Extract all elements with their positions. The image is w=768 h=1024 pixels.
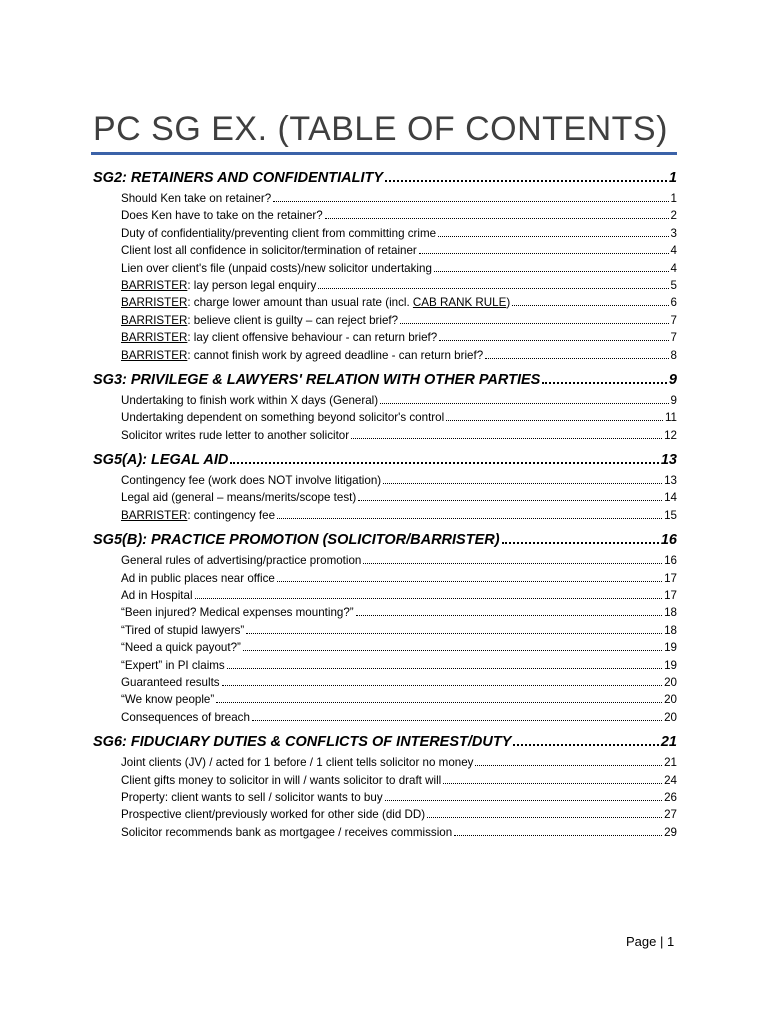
toc-entry-label (121, 774, 441, 787)
entry-page-number: 24 (664, 773, 677, 787)
entry-page-number: 15 (664, 508, 677, 522)
entry-page-number: 13 (664, 474, 677, 488)
entry-page-number: 6 (670, 296, 677, 310)
entry-page-number: 29 (664, 825, 677, 839)
cab-rank-rule-link[interactable]: CAB RANK RULE (412, 296, 507, 310)
dot-leader (318, 288, 668, 289)
toc-entry-text: “Tired of stupid lawyers” (121, 623, 245, 637)
entry-page-number: 18 (664, 606, 677, 620)
toc-entry[interactable] (93, 227, 677, 244)
toc-entry[interactable] (93, 394, 677, 411)
barrister-prefix: BARRISTER (121, 508, 188, 522)
toc-entry[interactable] (93, 411, 677, 428)
toc-entry[interactable] (93, 693, 677, 710)
toc-entry-label (121, 474, 381, 487)
dot-leader (439, 340, 668, 341)
toc-entry-text: Guaranteed results (121, 675, 220, 689)
entry-page-number: 5 (670, 278, 677, 292)
section-page-number: 1 (668, 170, 677, 186)
toc-entry[interactable] (93, 554, 677, 571)
toc-entry[interactable] (93, 474, 677, 491)
dot-leader (383, 483, 662, 484)
toc-section (93, 734, 677, 843)
dot-leader (542, 382, 667, 384)
entry-page-number: 4 (670, 244, 677, 258)
toc-entry[interactable] (93, 244, 677, 261)
entry-page-number: 7 (670, 313, 677, 327)
table-of-contents (93, 170, 677, 849)
dot-leader (443, 783, 662, 784)
dot-leader (195, 598, 663, 599)
title-underline (91, 152, 677, 155)
dot-leader (434, 271, 669, 272)
dot-leader (351, 438, 662, 439)
entry-page-number: 17 (664, 589, 677, 603)
toc-entry[interactable] (93, 808, 677, 825)
dot-leader (277, 581, 662, 582)
toc-entry-label (121, 244, 417, 257)
toc-section-heading[interactable] (93, 734, 677, 756)
entry-page-number: 20 (664, 693, 677, 707)
entry-page-number: 9 (670, 393, 677, 407)
document-title: PC SG EX. (TABLE OF CONTENTS) (93, 110, 668, 148)
dot-leader (427, 817, 662, 818)
toc-entry-text: Duty of confidentiality/preventing client from committing crime (121, 226, 437, 240)
entry-page-number: 19 (664, 641, 677, 655)
entry-page-number: 19 (664, 658, 677, 672)
entry-page-number: 16 (664, 554, 677, 568)
entry-page-number: 11 (664, 411, 677, 425)
section-heading-text: SG2: RETAINERS AND CONFIDENTIALITY (93, 170, 384, 186)
dot-leader (252, 720, 662, 721)
toc-entry[interactable] (93, 756, 677, 773)
barrister-prefix: BARRISTER (121, 313, 188, 327)
toc-entry-text: Consequences of breach (121, 710, 250, 724)
dot-leader (356, 615, 662, 616)
toc-entry-label (121, 411, 444, 424)
entry-page-number: 7 (670, 331, 677, 345)
toc-entry-text: General rules of advertising/practice promotion (121, 554, 362, 568)
toc-section-heading[interactable] (93, 170, 677, 192)
toc-entry-text: : lay client offensive behaviour - can return brief? (187, 331, 438, 345)
entry-page-number: 20 (664, 675, 677, 689)
toc-entry-text: Ad in public places near office (121, 571, 275, 585)
toc-entry-text: Undertaking to finish work within X days (General) (121, 393, 379, 407)
toc-section (93, 170, 677, 366)
section-page-number: 13 (660, 452, 677, 469)
toc-entry-label (121, 826, 452, 839)
section-page-number: 9 (668, 371, 677, 388)
toc-entry-text: Prospective client/previously worked for other side (did DD) (121, 808, 426, 822)
section-heading-text: SG5(B): PRACTICE PROMOTION (SOLICITOR/BARRISTER) (93, 532, 500, 549)
dot-leader (400, 323, 668, 324)
toc-entry-text: Solicitor writes rude letter to another solicitor (121, 428, 350, 442)
toc-entry-text: : lay person legal enquiry (187, 278, 317, 292)
toc-entry[interactable] (93, 659, 677, 676)
dot-leader (485, 358, 668, 359)
dot-leader (380, 403, 668, 404)
toc-entry-label (121, 756, 473, 769)
toc-section (93, 452, 677, 526)
dot-leader (277, 518, 662, 519)
toc-entry-label (121, 296, 510, 309)
toc-entry-label (121, 554, 361, 567)
toc-entry[interactable] (93, 509, 677, 526)
toc-entry[interactable] (93, 774, 677, 791)
entry-page-number: 21 (664, 756, 677, 770)
dot-leader (446, 420, 663, 421)
toc-entry-label (121, 693, 214, 706)
toc-entry-text: “Expert” in PI claims (121, 658, 225, 672)
toc-entry-label (121, 349, 483, 362)
toc-entry[interactable] (93, 826, 677, 843)
entry-page-number: 1 (670, 192, 677, 205)
entry-page-number: 3 (670, 226, 677, 240)
toc-section-heading[interactable] (93, 532, 677, 554)
toc-entry-label (121, 262, 432, 275)
toc-entry-label (121, 394, 378, 407)
toc-entry-label (121, 429, 349, 442)
section-page-number: 16 (660, 532, 677, 549)
entry-page-number: 18 (664, 623, 677, 637)
barrister-prefix: BARRISTER (121, 278, 188, 292)
toc-entry-text: “Been injured? Medical expenses mounting?” (121, 606, 354, 620)
toc-entry-label (121, 659, 225, 672)
toc-entry[interactable] (93, 279, 677, 296)
toc-entry[interactable] (93, 676, 677, 693)
toc-entry-label (121, 641, 241, 654)
toc-entry-text: Ad in Hospital (121, 589, 193, 603)
dot-leader (227, 668, 662, 669)
toc-entry[interactable] (93, 429, 677, 446)
toc-entry-label (121, 279, 316, 292)
dot-leader (454, 835, 662, 836)
toc-entry-text: Client lost all confidence in solicitor/termination of retainer (121, 244, 417, 258)
toc-section (93, 532, 677, 728)
dot-leader (512, 305, 668, 306)
toc-entry-text: Legal aid (general – means/merits/scope test) (121, 491, 357, 505)
toc-entry[interactable] (93, 641, 677, 658)
toc-entry-label (121, 209, 323, 222)
toc-entry-label (121, 572, 275, 585)
toc-entry-text: Solicitor recommends bank as mortgagee / receives commission (121, 825, 453, 839)
toc-entry-text: “Need a quick payout?” (121, 641, 241, 655)
toc-entry-text: Property: client wants to sell / solicitor wants to buy (121, 790, 383, 804)
toc-entry-text: : charge lower amount than usual rate (incl. (187, 296, 413, 310)
toc-section-heading[interactable] (93, 452, 677, 474)
toc-entry-text: Undertaking dependent on something beyond solicitor's control (121, 411, 445, 425)
barrister-prefix: BARRISTER (121, 348, 188, 362)
dot-leader (419, 253, 669, 254)
toc-entry-text: Contingency fee (work does NOT involve litigation) (121, 474, 382, 488)
dot-leader (438, 236, 668, 237)
entry-page-number: 20 (664, 710, 677, 724)
toc-entry-text: Lien over client's file (unpaid costs)/new solicitor undertaking (121, 261, 432, 275)
toc-entry-label (121, 676, 220, 689)
toc-entry-label (121, 808, 425, 821)
toc-entry-text: Does Ken have to take on the retainer? (121, 209, 323, 223)
dot-leader (385, 180, 667, 182)
toc-entry-suffix: ) (506, 296, 511, 310)
entry-page-number: 12 (664, 428, 677, 442)
toc-entry-text: : contingency fee (187, 508, 276, 522)
toc-entry-label (121, 711, 250, 724)
dot-leader (513, 744, 658, 746)
toc-entry-text: : cannot finish work by agreed deadline - can return brief? (187, 348, 484, 362)
toc-entry-label (121, 331, 437, 344)
barrister-prefix: BARRISTER (121, 296, 188, 310)
toc-entry[interactable] (93, 491, 677, 508)
toc-entry-label (121, 192, 271, 205)
toc-entry[interactable] (93, 711, 677, 728)
toc-entry-label (121, 624, 244, 637)
section-page-number: 21 (660, 734, 677, 751)
dot-leader (273, 201, 668, 202)
toc-entry[interactable] (93, 572, 677, 589)
dot-leader (246, 633, 662, 634)
toc-entry-text: Joint clients (JV) / acted for 1 before / 1 client tells solicitor no money (121, 756, 474, 770)
toc-entry-text: : believe client is guilty – can reject brief? (187, 313, 399, 327)
dot-leader (325, 218, 669, 219)
barrister-prefix: BARRISTER (121, 331, 188, 345)
toc-entry[interactable] (93, 624, 677, 641)
toc-entry[interactable] (93, 791, 677, 808)
dot-leader (243, 650, 662, 651)
toc-section-heading[interactable] (93, 372, 677, 394)
dot-leader (358, 500, 662, 501)
section-heading-text: SG6: FIDUCIARY DUTIES & CONFLICTS OF INTEREST/DUTY (93, 734, 512, 751)
toc-entry-label (121, 791, 383, 804)
toc-entry[interactable] (93, 192, 677, 209)
toc-entry[interactable] (93, 296, 677, 313)
dot-leader (230, 462, 659, 464)
dot-leader (216, 702, 662, 703)
section-heading-text: SG3: PRIVILEGE & LAWYERS' RELATION WITH OTHER PARTIES (93, 371, 541, 388)
entry-page-number: 27 (664, 808, 677, 822)
toc-entry[interactable] (93, 331, 677, 348)
dot-leader (475, 765, 662, 766)
toc-entry-label (121, 509, 275, 522)
toc-entry-label (121, 227, 436, 240)
toc-section (93, 372, 677, 446)
dot-leader (502, 542, 659, 544)
toc-entry-label (121, 606, 354, 619)
toc-entry[interactable] (93, 349, 677, 366)
toc-entry[interactable] (93, 606, 677, 623)
entry-page-number: 17 (664, 571, 677, 585)
section-heading-text: SG5(A): LEGAL AID (93, 452, 229, 469)
toc-entry-text: Client gifts money to solicitor in will / wants solicitor to draft will (121, 773, 442, 787)
dot-leader (385, 800, 662, 801)
dot-leader (222, 685, 662, 686)
entry-page-number: 4 (670, 261, 677, 275)
toc-entry[interactable] (93, 589, 677, 606)
toc-entry-text: “We know people” (121, 693, 215, 707)
toc-entry-label (121, 491, 356, 504)
entry-page-number: 2 (670, 209, 677, 223)
toc-entry[interactable] (93, 209, 677, 226)
toc-entry-text: Should Ken take on retainer? (121, 192, 272, 205)
entry-page-number: 14 (664, 491, 677, 505)
page-footer: Page | 1 (626, 934, 675, 949)
toc-entry-label (121, 314, 398, 327)
entry-page-number: 8 (670, 348, 677, 362)
entry-page-number: 26 (664, 790, 677, 804)
toc-entry[interactable] (93, 314, 677, 331)
toc-entry[interactable] (93, 262, 677, 279)
toc-entry-label (121, 589, 193, 602)
dot-leader (363, 563, 662, 564)
